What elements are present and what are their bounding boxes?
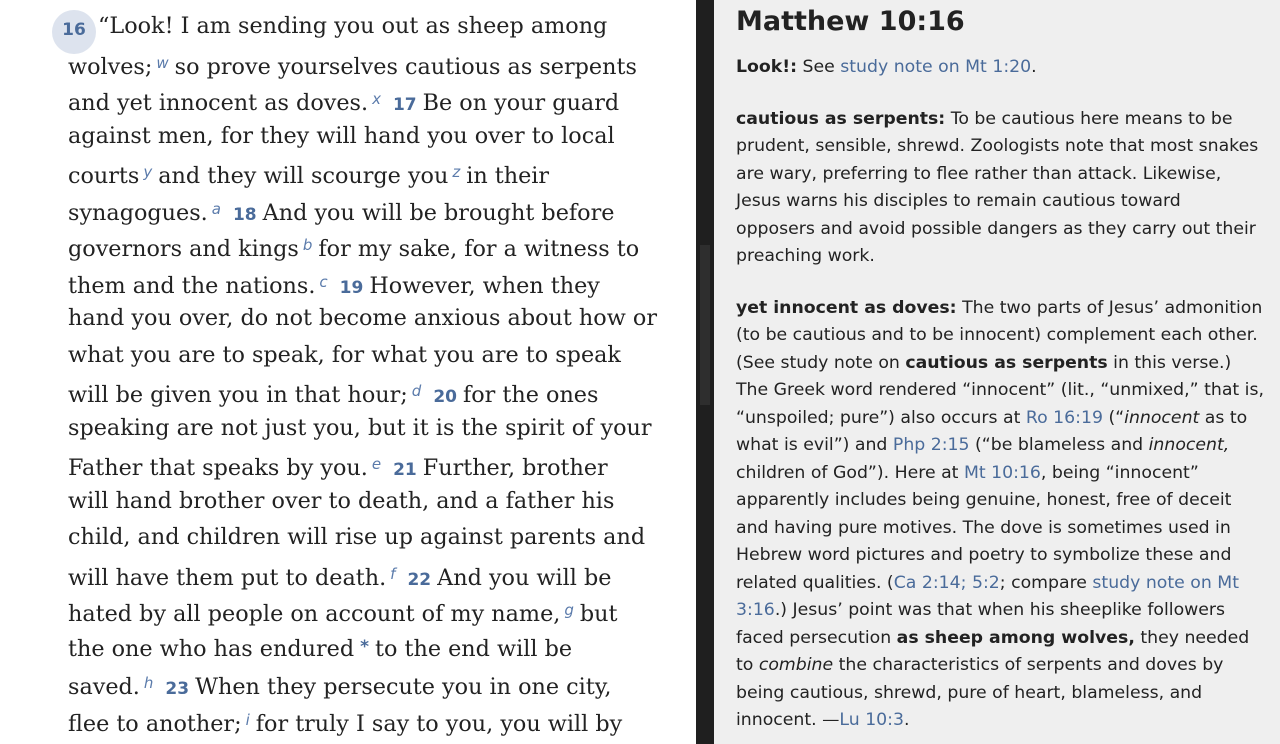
verse-text: the one who has endured [68, 635, 355, 662]
bible-line [68, 410, 652, 447]
study-notes-content [736, 0, 1264, 735]
bible-line [68, 629, 628, 666]
note-text: (“ [1102, 407, 1125, 428]
footnote-marker-h[interactable]: h [143, 674, 154, 692]
bible-line [68, 300, 657, 337]
bible-line [68, 191, 628, 228]
footnote-marker-w[interactable]: w [156, 53, 169, 72]
verse-text: synagogues. [68, 199, 208, 226]
bible-line [68, 483, 628, 520]
study-note-cautious-as-serpents [736, 106, 1264, 271]
bible-line [68, 154, 628, 191]
verse-text: Father that speaks by you. [68, 455, 368, 481]
verse-number-19[interactable]: 19 [339, 277, 364, 298]
bible-line [68, 519, 646, 556]
verse-text: “Look! I am sending you out as sheep among [98, 13, 608, 39]
note-term: yet innocent as doves: [736, 297, 957, 318]
note-text: To be cautious here means to be prudent, sensible, shrewd. Zoologists note that most snakes are wary, preferring to flee rather than attack. Likewise, Jesus warns his disciples to remain cautious toward opposers and avoid possible dangers as they carry out their preaching work. [736, 108, 1259, 266]
verse-text: hand you over, do not become anxious about how or [68, 305, 657, 331]
note-text: The two parts of Jesus’ admonition (to be cautious and to be innocent) complement each other. (See study note on [736, 297, 1263, 373]
verse-text: governors and kings [68, 236, 299, 262]
bible-line [68, 337, 628, 374]
note-text: . [904, 710, 910, 730]
verse-number-23[interactable]: 23 [165, 679, 190, 699]
bible-line [68, 702, 628, 739]
verse-text: and yet innocent as doves. [68, 90, 369, 116]
verse-number-17[interactable]: 17 [392, 95, 417, 115]
link-php-2-15[interactable]: Php 2:15 [892, 435, 970, 455]
link-ro-16-19[interactable]: Ro 16:19 [1025, 407, 1103, 428]
verse-text: Further, brother [422, 455, 608, 481]
link-study-note-mt-1-20[interactable]: study note on Mt 1:20 [840, 57, 1032, 77]
verse-text: child, and children will rise up against parents and [68, 524, 646, 550]
verse-number-21[interactable]: 21 [393, 460, 417, 480]
verse-text: saved. [68, 674, 140, 700]
bible-line [62, 8, 628, 45]
link-mt-10-16[interactable]: Mt 10:16 [963, 462, 1041, 483]
verse-number-16[interactable]: 16 [52, 10, 96, 54]
link-lu-10-3[interactable]: Lu 10:3 [839, 710, 904, 730]
note-text: as to what is evil”) and [736, 407, 1248, 455]
note-text: .) Jesus’ point was that when his sheeplike followers faced persecution [736, 600, 1226, 648]
verse-text: speaking are not just you, but it is the spirit of your [68, 414, 652, 441]
footnote-marker-b[interactable]: b [302, 236, 313, 254]
bible-line [68, 118, 628, 155]
note-term: Look!: [736, 57, 798, 77]
note-text: in this verse.) The Greek word rendered “innocent” (lit., “unmixed,” that is, “unspoiled; pure”) also occurs at [736, 352, 1264, 428]
verse-text: them and the nations. [68, 272, 316, 299]
bible-line [68, 592, 628, 629]
note-italic: innocent, [1148, 435, 1230, 455]
footnote-marker-i[interactable]: i [245, 710, 250, 729]
verse-text: And you will be [437, 564, 612, 591]
verse-text: will be given you in that hour; [68, 382, 408, 408]
footnote-marker-a[interactable]: a [211, 199, 221, 218]
bible-line [68, 665, 628, 702]
footnote-marker-c[interactable]: c [319, 272, 328, 291]
verse-text: and they will scourge you [158, 163, 449, 189]
link-ca-2-14-5-2[interactable]: Ca 2:14; 5:2 [893, 572, 1000, 593]
study-note-look [736, 54, 1264, 82]
footnote-marker-d[interactable]: d [411, 382, 422, 400]
footnote-marker-x[interactable]: x [372, 90, 381, 108]
study-note-innocent-as-doves [736, 295, 1264, 735]
study-note-marker[interactable]: * [360, 636, 370, 657]
note-text: , being “innocent” apparently includes being genuine, honest, free of deceit and having pure motives. The dove is sometimes used in Hebrew word pictures and poetry to symbolize these and related qualities. ( [736, 462, 1232, 593]
notes-title: Matthew 10:16 [736, 6, 965, 37]
link-study-note-mt-3-16[interactable]: study note on Mt 3:16 [736, 572, 1239, 620]
note-italic: innocent [1124, 407, 1200, 428]
verse-text: hated by all people on account of my name, [68, 601, 561, 627]
verse-number-18[interactable]: 18 [232, 204, 257, 225]
verse-text: When they persecute you in one city, [195, 674, 612, 700]
verse-text: but [579, 601, 618, 627]
verse-text: will hand brother over to death, and a father his [68, 487, 615, 514]
note-text: they needed to [736, 627, 1250, 675]
study-notes-pane [714, 0, 1280, 744]
verse-text: wolves; [68, 53, 153, 80]
verse-text: for truly I say to you, you will by [255, 710, 623, 737]
bible-passage [62, 8, 657, 738]
verse-text: against men, for they will hand you over to local [68, 122, 615, 149]
footnote-marker-g[interactable]: g [564, 601, 574, 619]
pane-splitter-handle[interactable] [700, 245, 710, 405]
footnote-marker-y[interactable]: y [143, 163, 153, 181]
verse-number-20[interactable]: 20 [433, 387, 457, 407]
verse-number-22[interactable]: 22 [407, 569, 432, 590]
note-bold-phrase: as sheep among wolves, [896, 627, 1135, 648]
note-italic: combine [758, 655, 834, 675]
bible-line [68, 373, 628, 410]
verse-text: for the ones [463, 382, 599, 408]
note-term: cautious as serpents: [736, 108, 946, 129]
note-text: children of God”). Here at [736, 462, 964, 483]
bible-line [68, 45, 637, 82]
verse-text: to the end will be [375, 635, 573, 662]
note-text: the characteristics of serpents and doves by being cautious, shrewd, pure of heart, blameless, and innocent. — [736, 655, 1224, 730]
footnote-marker-f[interactable]: f [390, 564, 396, 583]
verse-text: for my sake, for a witness to [318, 236, 640, 262]
verse-text: what you are to speak, for what you are to speak [68, 341, 621, 368]
verse-text: Be on your guard [422, 90, 620, 116]
note-text: ; compare [999, 572, 1093, 593]
verse-text: so prove yourselves cautious as serpents [174, 53, 637, 80]
note-text: . [1031, 57, 1037, 77]
note-bold-phrase: cautious as serpents [905, 352, 1108, 373]
bible-line [68, 81, 628, 118]
bible-line [68, 227, 640, 264]
verse-text: will have them put to death. [68, 564, 387, 591]
note-text: See [797, 57, 841, 77]
footnote-marker-e[interactable]: e [371, 455, 382, 473]
footnote-marker-z[interactable]: z [452, 163, 461, 181]
bible-line [68, 264, 628, 301]
note-text: (“be blameless and [969, 435, 1149, 455]
bible-line [68, 556, 628, 593]
bible-line [68, 446, 628, 483]
verse-text: However, when they [369, 272, 600, 299]
verse-text: And you will be brought before [262, 199, 615, 226]
verse-text: flee to another; [68, 710, 242, 737]
verse-text: in their [466, 163, 550, 189]
verse-text: courts [68, 163, 140, 189]
